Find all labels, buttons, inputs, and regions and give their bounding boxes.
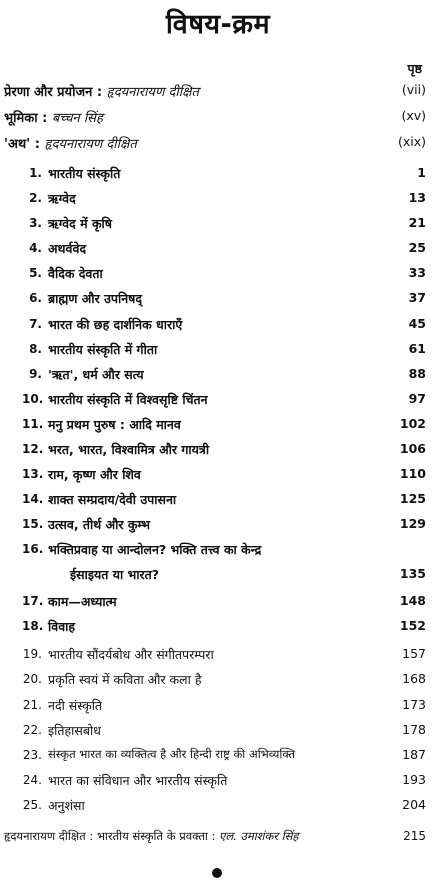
entry-number: 20.	[22, 672, 42, 686]
toc-entry[interactable]	[0, 214, 436, 234]
entry-title: भारतीय संस्कृति में विश्वसृष्टि चिंतन	[48, 392, 208, 407]
entry-page: 148	[399, 593, 426, 608]
appendix-entry[interactable]	[4, 829, 299, 844]
entry-page: 97	[408, 391, 426, 406]
front-matter-label: भूमिका : बच्चन सिंह	[4, 111, 103, 126]
toc-entry[interactable]	[0, 189, 436, 209]
appendix-label: हृदयनारायण दीक्षित : भारतीय संस्कृति के प्रवक्ता :	[4, 829, 216, 843]
entry-page: 61	[408, 341, 426, 356]
toc-entry[interactable]	[0, 771, 436, 791]
entry-title: भारतीय सौंदर्यबोध और संगीतपरम्परा	[48, 647, 214, 662]
entry-number: 21.	[22, 698, 42, 712]
entry-title: उत्सव, तीर्थ और कुम्भ	[48, 517, 151, 532]
entry-page: 152	[399, 618, 426, 633]
entry-page: 193	[402, 772, 426, 787]
toc-entry[interactable]	[0, 670, 436, 690]
toc-entry[interactable]	[0, 440, 436, 460]
front-matter-page: (xv)	[401, 108, 426, 123]
entry-page: 135	[399, 566, 426, 581]
toc-entry[interactable]	[0, 239, 436, 259]
toc-entry[interactable]	[0, 415, 436, 435]
front-matter-row	[0, 133, 436, 153]
entry-title: ऋग्वेद	[48, 191, 76, 206]
entry-page: 173	[402, 697, 426, 712]
entry-page: 157	[402, 646, 426, 661]
entry-title: 'ऋत', धर्म और सत्य	[48, 367, 144, 382]
toc-entry[interactable]	[0, 540, 436, 560]
front-matter-label: 'अथ' : हृदयनारायण दीक्षित	[4, 137, 137, 152]
entry-title: वैदिक देवता	[48, 266, 103, 281]
entry-number: 13.	[22, 467, 44, 481]
toc-entry-continuation[interactable]	[0, 565, 436, 585]
entry-number: 23.	[22, 748, 42, 762]
front-matter-page: (xix)	[397, 134, 426, 149]
toc-entry[interactable]	[0, 617, 436, 637]
toc-entry[interactable]	[0, 515, 436, 535]
entry-title: भारत की छह दार्शनिक धाराएँ	[48, 317, 183, 332]
entry-title: भारतीय संस्कृति में गीता	[48, 342, 158, 357]
entry-title: ऋग्वेद में कृषि	[48, 216, 113, 231]
toc-entry[interactable]	[0, 696, 436, 716]
entry-page: 33	[408, 265, 426, 280]
entry-number: 10.	[22, 392, 44, 406]
entry-page: 129	[399, 516, 426, 531]
entry-number: 11.	[22, 417, 44, 431]
entry-number: 15.	[22, 517, 44, 531]
entry-page: 204	[402, 797, 426, 812]
entry-title: प्रकृति स्वयं में कविता और कला है	[48, 672, 202, 687]
toc-entry[interactable]	[0, 164, 436, 184]
entry-title-continued: ईसाइयत या भारत?	[70, 567, 160, 582]
entry-page: 1	[417, 165, 426, 180]
entry-title: भक्तिप्रवाह या आन्दोलन? भक्ति तत्त्व का केन्द्र	[48, 542, 262, 557]
entry-number: 8.	[29, 342, 42, 356]
toc-entry[interactable]	[0, 746, 436, 766]
page-column-header: पृष्ठ	[407, 61, 422, 76]
entry-title: संस्कृत भारत का व्यक्तित्व है और हिन्दी राष्ट्र की अभिव्यक्ति	[48, 747, 296, 761]
front-matter-label: प्रेरणा और प्रयोजन : हृदयनारायण दीक्षित	[4, 85, 199, 100]
entry-number: 9.	[29, 367, 42, 381]
entry-title: भारत का संविधान और भारतीय संस्कृति	[48, 773, 228, 788]
entry-page: 102	[399, 416, 426, 431]
toc-entry[interactable]	[0, 365, 436, 385]
entry-number: 16.	[22, 542, 44, 556]
page-title: विषय-क्रम	[165, 9, 271, 40]
toc-entry[interactable]	[0, 721, 436, 741]
entry-title: भरत, भारत, विश्वामित्र और गायत्री	[48, 442, 210, 457]
entry-title: काम—अध्यात्म	[48, 594, 117, 609]
entry-number: 12.	[22, 442, 44, 456]
entry-number: 2.	[29, 191, 42, 205]
entry-number: 6.	[29, 291, 42, 305]
front-matter-row	[0, 81, 436, 101]
front-matter-author: बच्चन सिंह	[51, 111, 103, 126]
entry-number: 7.	[29, 317, 42, 331]
front-matter-author: हृदयनारायण दीक्षित	[44, 137, 137, 152]
entry-title: विवाह	[48, 619, 76, 634]
entry-number: 25.	[22, 798, 42, 812]
entry-number: 19.	[22, 647, 42, 661]
entry-page: 45	[408, 316, 426, 331]
entry-title: शाक्त सम्प्रदाय/देवी उपासना	[48, 492, 177, 507]
page-marker-dot	[212, 868, 222, 878]
entry-number: 5.	[29, 266, 42, 280]
entry-title: इतिहासबोध	[48, 723, 101, 738]
entry-number: 24.	[22, 773, 42, 787]
entry-title: ब्राह्मण और उपनिषद्	[48, 291, 143, 306]
appendix-page: 215	[403, 829, 426, 843]
entry-page: 187	[402, 747, 426, 762]
entry-number: 1.	[29, 166, 42, 180]
entry-title: अनुशंसा	[48, 798, 85, 813]
entry-title: मनु प्रथम पुरुष : आदि मानव	[48, 417, 181, 432]
entry-title: राम, कृष्ण और शिव	[48, 467, 141, 482]
entry-number: 14.	[22, 492, 44, 506]
entry-number: 22.	[22, 723, 42, 737]
toc-entry[interactable]	[0, 796, 436, 816]
toc-entry[interactable]	[0, 289, 436, 309]
entry-page: 21	[408, 215, 426, 230]
entry-title: भारतीय संस्कृति	[48, 166, 121, 181]
appendix-author: एल. उमाशंकर सिंह	[219, 829, 299, 843]
entry-page: 88	[408, 366, 426, 381]
front-matter-row	[0, 107, 436, 127]
entry-number: 17.	[22, 594, 44, 608]
entry-page: 25	[408, 240, 426, 255]
toc-entry[interactable]	[0, 264, 436, 284]
toc-entry[interactable]	[0, 592, 436, 612]
entry-page: 168	[402, 671, 426, 686]
entry-page: 13	[408, 190, 426, 205]
front-matter-author: हृदयनारायण दीक्षित	[106, 85, 199, 100]
entry-page: 178	[402, 722, 426, 737]
toc-entry[interactable]	[0, 490, 436, 510]
entry-page: 110	[399, 466, 426, 481]
entry-page: 106	[399, 441, 426, 456]
entry-page: 125	[399, 491, 426, 506]
entry-number: 18.	[22, 619, 44, 633]
toc-entry[interactable]	[0, 340, 436, 360]
entry-number: 3.	[29, 216, 42, 230]
toc-entry[interactable]	[0, 315, 436, 335]
entry-number: 4.	[29, 241, 42, 255]
toc-entry[interactable]	[0, 645, 436, 665]
entry-page: 37	[408, 290, 426, 305]
front-matter-page: (vii)	[401, 82, 426, 97]
toc-entry[interactable]	[0, 390, 436, 410]
entry-title: अथर्ववेद	[48, 241, 87, 256]
entry-title: नदी संस्कृति	[48, 698, 103, 713]
toc-entry[interactable]	[0, 465, 436, 485]
